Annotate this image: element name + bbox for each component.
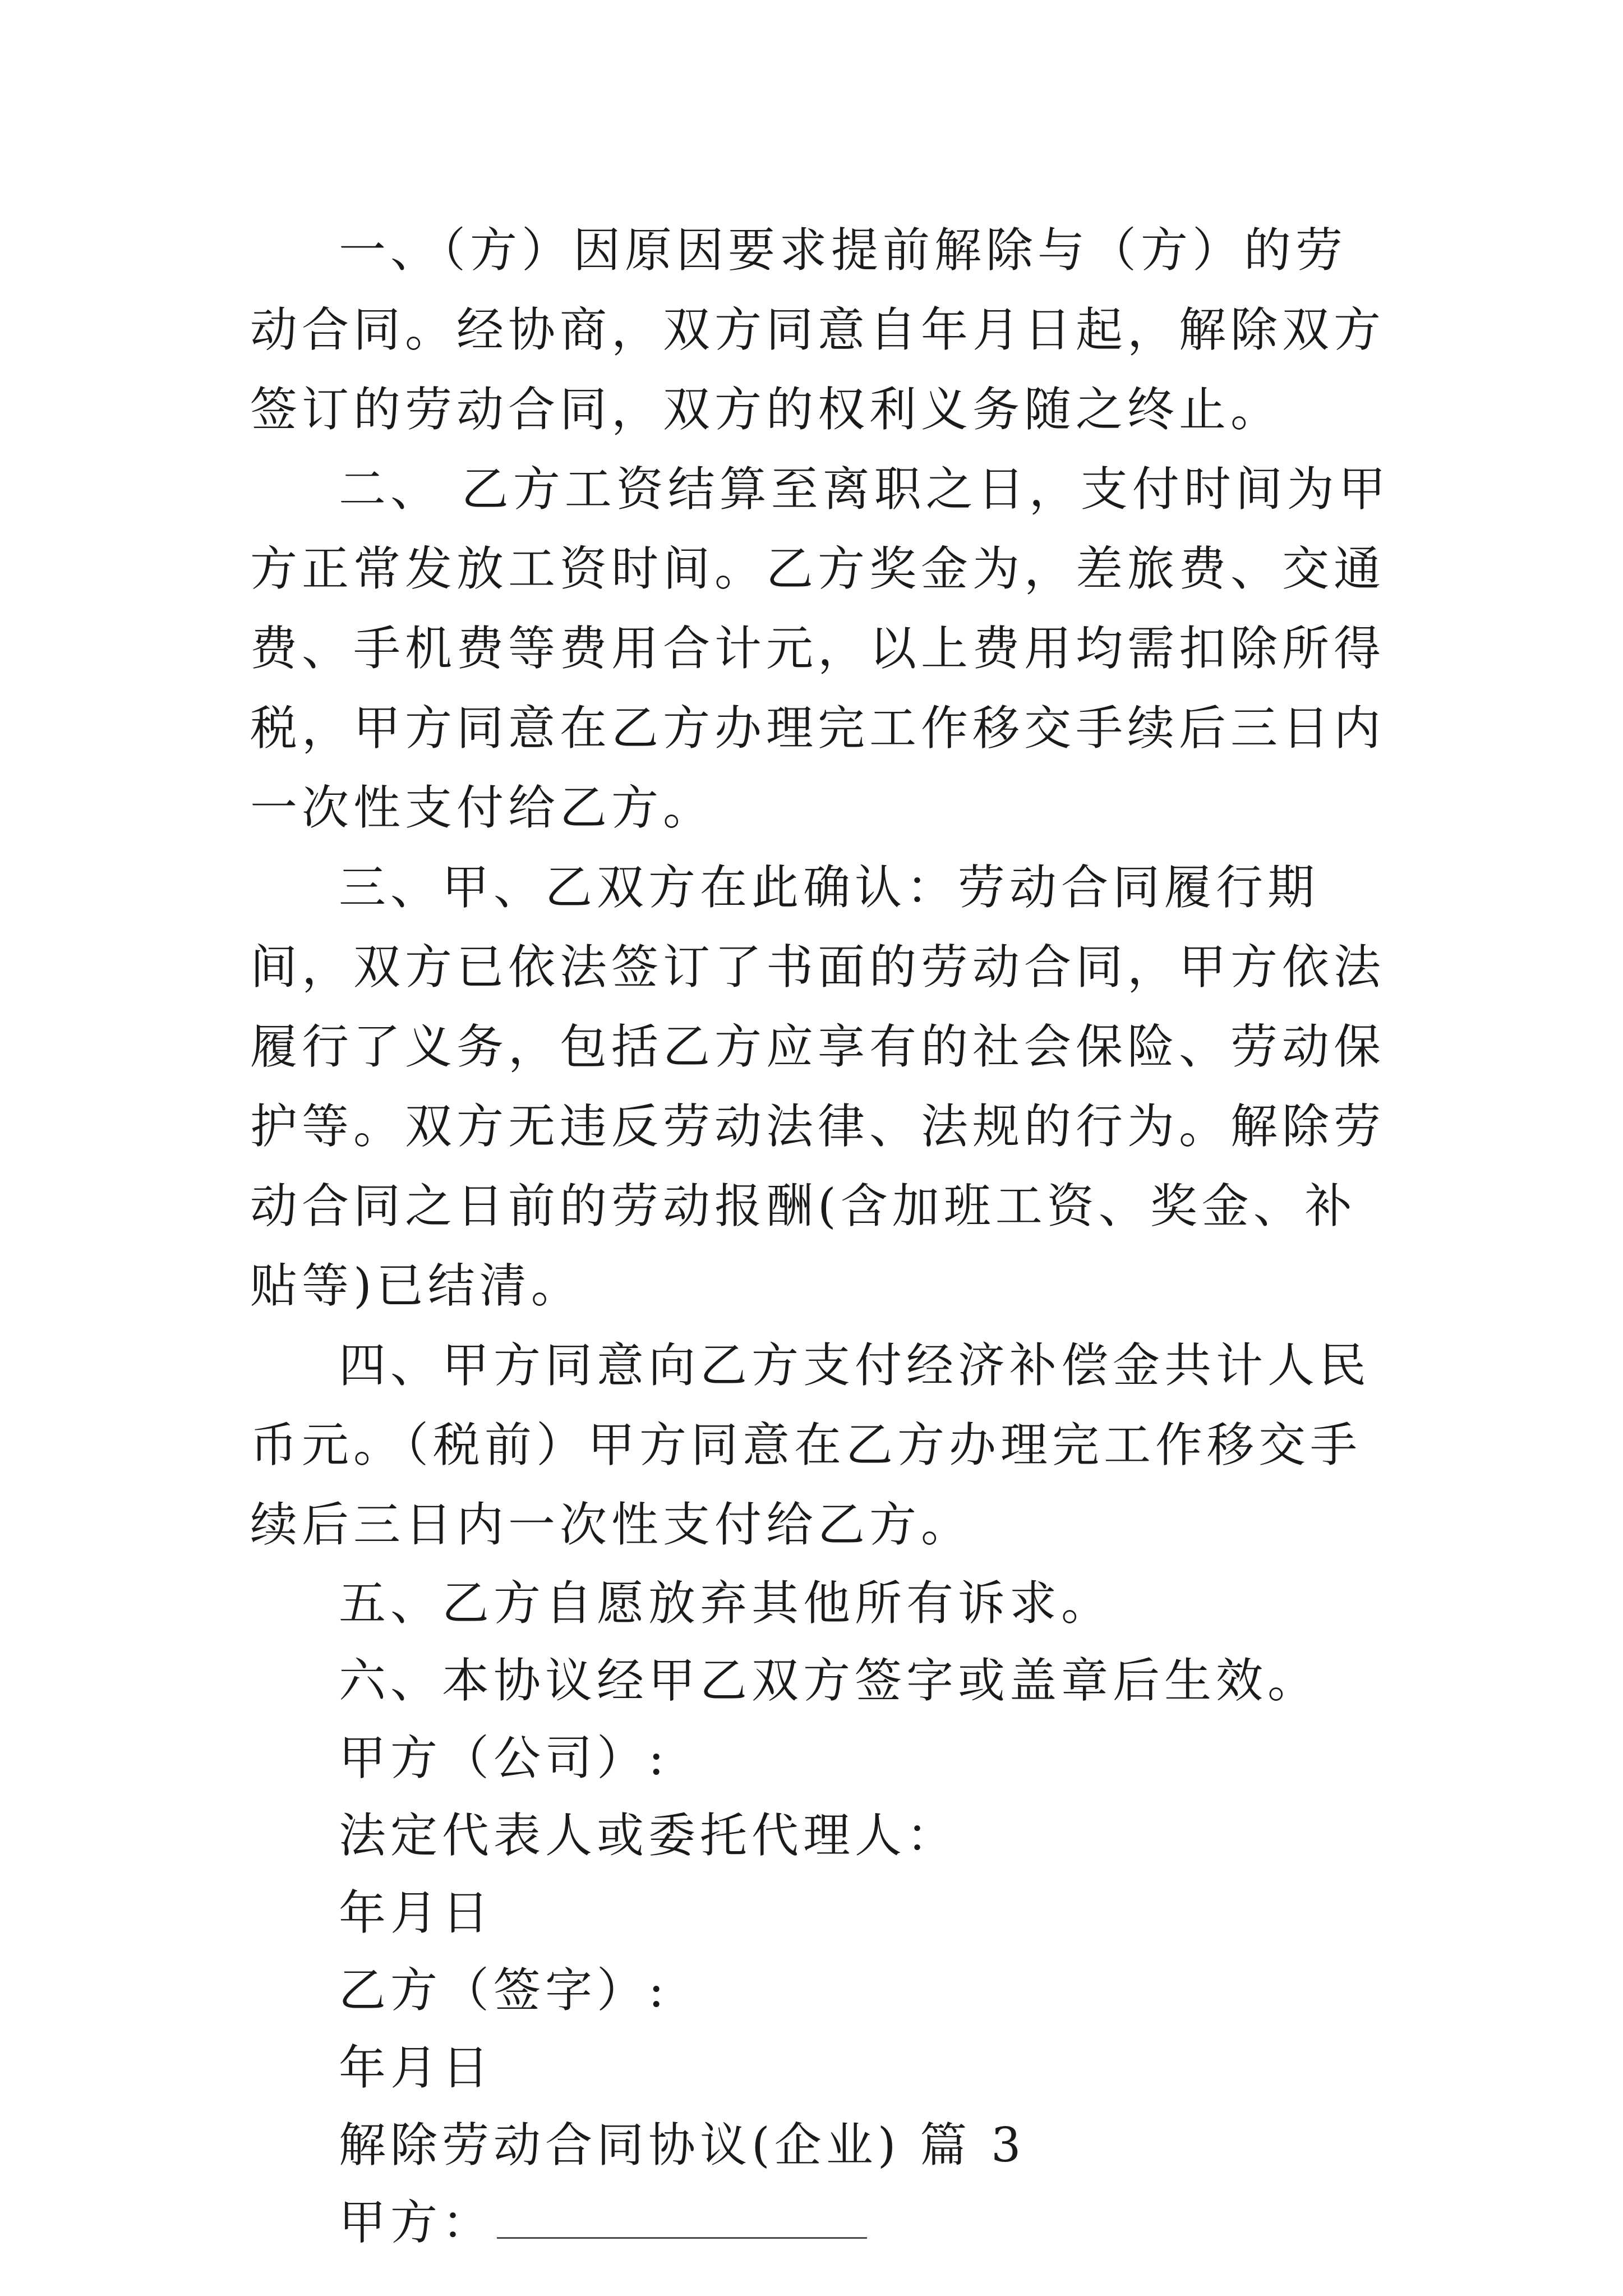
party-a-label: 甲方： xyxy=(339,2195,494,2250)
clause-5-line: 五、乙方自愿放弃其他所有诉求。 xyxy=(339,1576,1113,1631)
legal-representative-line: 法定代表人或委托代理人： xyxy=(339,1808,958,1863)
party-b-signature-line: 乙方（签字）: xyxy=(339,1963,669,2018)
clause-2-paragraph: 二、 乙方工资结算至离职之日，支付时间为甲方正常发放工资时间。乙方奖金为，差旅费、交通费、手机费等费用合计元，以上费用均需扣除所得税，甲方同意在乙方办理完工作移交手续后三日内一次性支付给乙方。 xyxy=(250,462,1390,835)
party-a-blank-underline xyxy=(497,2203,867,2239)
document-body xyxy=(250,210,1394,2261)
clause-6-line: 六、本协议经甲乙双方签字或盖章后生效。 xyxy=(339,1653,1320,1708)
section-heading: 解除劳动合同协议(企业) 篇 3 xyxy=(339,2118,1026,2173)
clause-1-paragraph: 一、（方）因原因要求提前解除与（方）的劳动合同。经协商，双方同意自年月日起，解除双方签订的劳动合同，双方的权利义务随之终止。 xyxy=(250,223,1386,437)
party-a-field xyxy=(250,2184,1394,2261)
clause-3-paragraph: 三、甲、乙双方在此确认：劳动合同履行期间，双方已依法签订了书面的劳动合同，甲方依法履行了义务，包括乙方应享有的社会保险、劳动保护等。双方无违反劳动法律、法规的行为。解除劳动合同之日前的劳动报酬(含加班工资、奖金、补贴等)已结清。 xyxy=(250,860,1386,1313)
clause-4-paragraph: 四、甲方同意向乙方支付经济补偿金共计人民币元。（税前）甲方同意在乙方办理完工作移交手续后三日内一次性支付给乙方。 xyxy=(250,1338,1371,1552)
party-b-date-line: 年月日 xyxy=(339,2040,494,2095)
party-a-date-line: 年月日 xyxy=(339,1885,494,1940)
party-a-company-line: 甲方（公司）: xyxy=(339,1731,669,1786)
